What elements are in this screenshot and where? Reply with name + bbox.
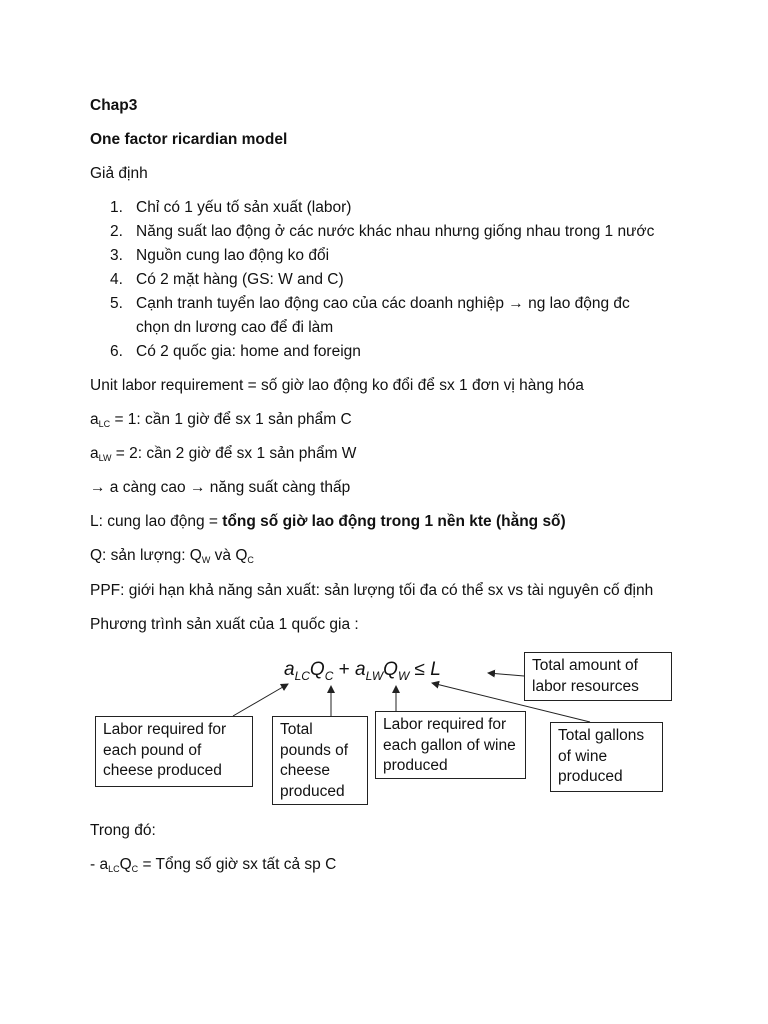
arrow-icon: → — [508, 295, 524, 312]
arrow-icon: → — [189, 479, 206, 496]
productivity-line: → a càng cao → năng suất càng thấp — [90, 479, 351, 496]
total-wine-box: Total gallons of wine produced — [550, 722, 663, 792]
ppf-line: PPF: giới hạn khả năng sản xuất: sản lượng tối đa có thể sx vs tài nguyên cố định — [90, 582, 654, 599]
unit-labor-definition: Unit labor requirement = số giờ lao động ko đổi để sx 1 đơn vị hàng hóa — [90, 377, 584, 394]
where-label: Trong đó: — [90, 822, 156, 839]
total-labor-box: Total amount of labor resources — [524, 652, 672, 701]
list-item: 6. Có 2 quốc gia: home and foreign — [110, 343, 361, 360]
assumptions-label: Giả định — [90, 165, 148, 182]
list-item: 5. Cạnh tranh tuyển lao động cao của các doanh nghiệp → ng lao động đc — [110, 295, 630, 312]
section-heading: One factor ricardian model — [90, 131, 288, 148]
list-item: 2. Năng suất lao động ở các nước khác nhau nhưng giống nhau trong 1 nước — [110, 223, 655, 240]
alc-line: $a_{LC} = 1$: cần 1 giờ để sx 1 sản phẩm C — [90, 411, 352, 429]
labor-wine-box: Labor required for each gallon of wine produced — [375, 711, 526, 779]
labor-supply-line: L: cung lao động = tổng số giờ lao động trong 1 nền kte (hằng số) — [90, 513, 566, 530]
alw-line: $a_{LW} = 2$: cần 2 giờ để sx 1 sản phẩm W — [90, 445, 357, 463]
output-line: Q: sản lượng: $Q_W$ và $Q_C$ — [90, 547, 254, 565]
list-item: 3. Nguồn cung lao động ko đổi — [110, 247, 330, 264]
production-formula: $a_{LC}Q_C + a_{LW}Q_W \le L$ — [284, 659, 441, 683]
definition-line: - $a_{LC}Q_C$ = Tổng số giờ sx tất cả sp C — [90, 856, 337, 874]
chapter-heading: Chap3 — [90, 97, 138, 114]
labor-cheese-box: Labor required for each pound of cheese produced — [95, 716, 253, 787]
list-item: 1. Chỉ có 1 yếu tố sản xuất (labor) — [110, 199, 352, 216]
list-item: 4. Có 2 mặt hàng (GS: W and C) — [110, 271, 344, 288]
equation-intro: Phương trình sản xuất của 1 quốc gia : — [90, 616, 359, 633]
total-cheese-box: Total pounds of cheese produced — [272, 716, 368, 805]
arrow-to-alc — [233, 684, 288, 716]
arrow-to-l — [488, 673, 524, 676]
list-item-continuation: chọn dn lương cao để đi làm — [136, 319, 334, 336]
arrow-icon: → — [90, 479, 106, 496]
